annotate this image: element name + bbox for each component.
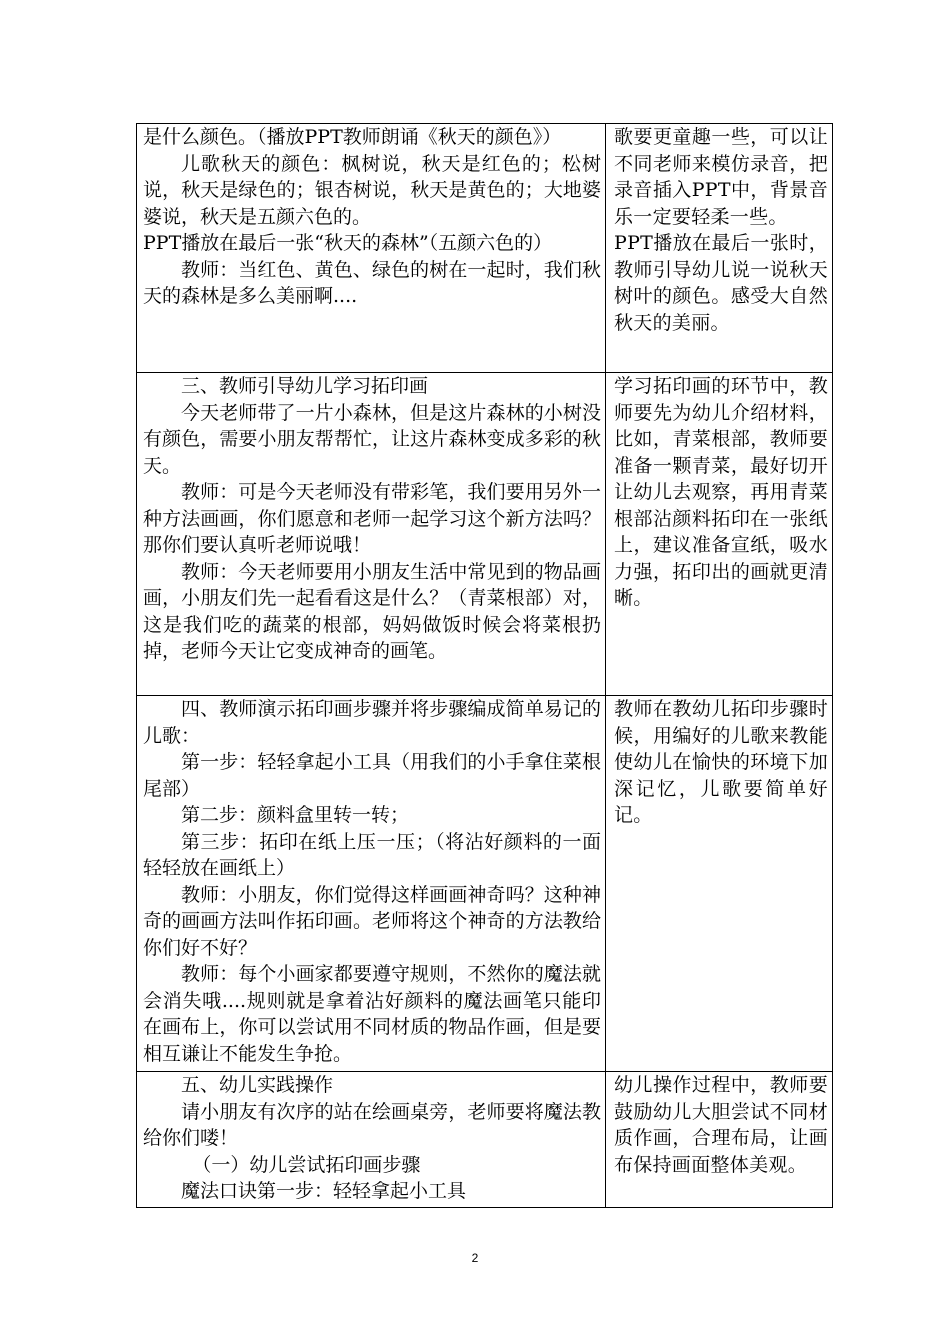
paragraph: 教师：每个小画家都要遵守规则，不然你的魔法就会消失哦....规则就是拿着沾好颜料的魔法画笔只能印在画布上，你可以尝试用不同材质的物品作画，但是要相互谦让不能发生争抢。 [143, 963, 601, 1065]
paragraph: 教师在教幼儿拓印步骤时候，用编好的儿歌来教能使幼儿在愉快的环境下加深记忆，儿歌要简单好记。 [614, 698, 828, 826]
paragraph: 幼儿操作过程中，教师要鼓励幼儿大胆尝试不同材质作画，合理布局，让画布保持画面整体美观。 [614, 1074, 828, 1176]
paragraph: 学习拓印画的环节中，教师要先为幼儿介绍材料，比如，青菜根部，教师要准备一颗青菜，最好切开让幼儿去观察，再用青菜根部沾颜料拓印在一张纸上，建议准备宣纸，吸水力强，拓印出的画就更清晰。 [614, 375, 828, 609]
table-row [137, 1072, 833, 1208]
paragraph: 魔法口诀第一步：轻轻拿起小工具 [181, 1180, 467, 1202]
section-heading: 五、幼儿实践操作 [181, 1074, 334, 1096]
paragraph: 教师：小朋友，你们觉得这样画画神奇吗？这种神奇的画画方法叫作拓印画。老师将这个神奇的方法教给你们好不好？ [143, 883, 601, 959]
activity-cell [137, 124, 606, 373]
note-cell [606, 124, 833, 373]
note-cell [606, 373, 833, 696]
paragraph: PPT播放在最后一张时，教师引导幼儿说一说秋天树叶的颜色。感受大自然秋天的美丽。 [614, 232, 828, 334]
paragraph: 请小朋友有次序的站在绘画桌旁，老师要将魔法教给你们喽！ [143, 1100, 601, 1149]
paragraph: 歌要更童趣一些，可以让不同老师来模仿录音，把录音插入PPT中，背景音乐一定要轻柔一些。 [614, 126, 828, 228]
section-heading: 三、教师引导幼儿学习拓印画 [181, 375, 429, 397]
note-cell [606, 1072, 833, 1208]
paragraph: 教师：可是今天老师没有带彩笔，我们要用另外一种方法画画，你们愿意和老师一起学习这个新方法吗？那你们要认真听老师说哦！ [143, 481, 601, 556]
paragraph: 第二步：颜料盒里转一转； [181, 804, 410, 826]
paragraph: 教师：当红色、黄色、绿色的树在一起时，我们秋天的森林是多么美丽啊.... [143, 258, 601, 307]
paragraph: 是什么颜色。（播放PPT教师朗诵《秋天的颜色》） [143, 126, 562, 148]
table-row [137, 373, 833, 696]
section-heading: 四、教师演示拓印画步骤并将步骤编成简单易记的儿歌： [143, 698, 601, 747]
note-cell [606, 696, 833, 1072]
activity-cell [137, 696, 606, 1072]
page-number: 2 [471, 1251, 479, 1265]
paragraph: 第一步：轻轻拿起小工具（用我们的小手拿住菜根尾部） [143, 751, 601, 800]
paragraph: 第三步：拓印在纸上压一压；（将沾好颜料的一面轻轻放在画纸上） [143, 830, 601, 879]
paragraph: PPT播放在最后一张“秋天的森林”（五颜六色的） [143, 232, 553, 254]
sub-heading: （一）幼儿尝试拓印画步骤 [192, 1153, 421, 1176]
paragraph: 儿歌秋天的颜色：枫树说，秋天是红色的；松树说，秋天是绿色的；银杏树说，秋天是黄色的；大地婆婆说，秋天是五颜六色的。 [143, 152, 601, 228]
paragraph: 教师：今天老师要用小朋友生活中常见到的物品画画，小朋友们先一起看看这是什么？（青菜根部）对，这是我们吃的蔬菜的根部，妈妈做饭时候会将菜根扔掉，老师今天让它变成神奇的画笔。 [143, 560, 601, 662]
activity-cell [137, 1072, 606, 1208]
table-row [137, 696, 833, 1072]
paragraph: 今天老师带了一片小森林，但是这片森林的小树没有颜色，需要小朋友帮帮忙，让这片森林变成多彩的秋天。 [143, 401, 601, 477]
table-row [137, 124, 833, 373]
activity-cell [137, 373, 606, 696]
lesson-plan-table [136, 123, 833, 1208]
